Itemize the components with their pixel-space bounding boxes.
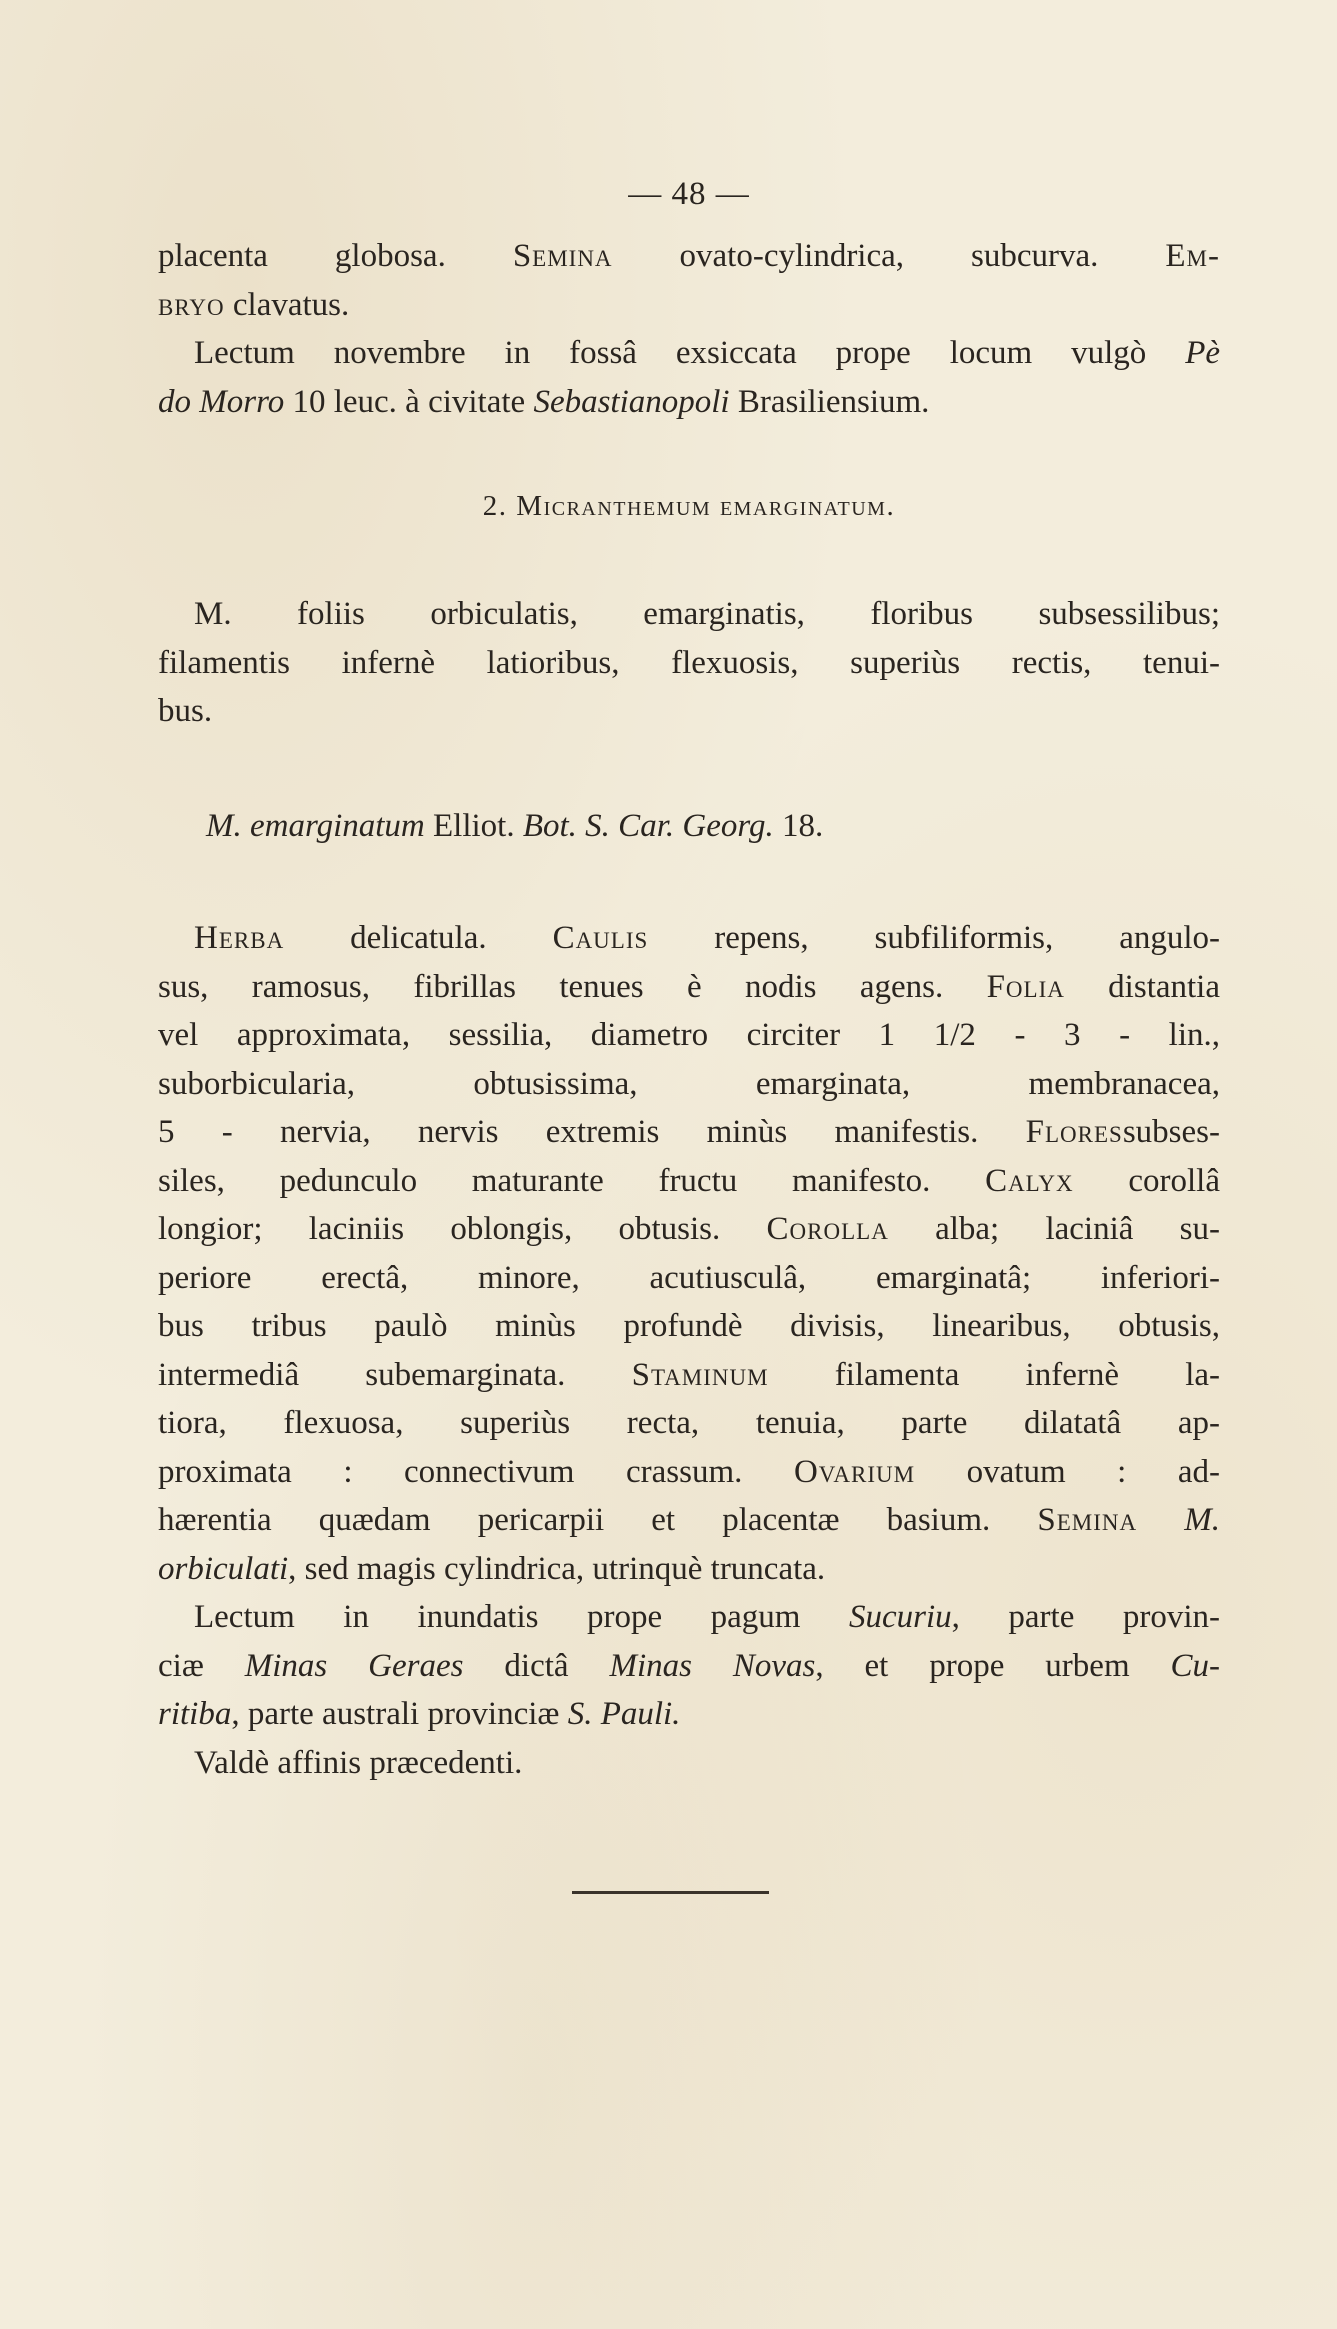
text-line (158, 1545, 1220, 1594)
text-line (158, 963, 1220, 1012)
text-line (158, 1108, 1220, 1157)
text: Lectum in inundatis prope pagum (194, 1599, 849, 1635)
text: subses- (1122, 1114, 1220, 1150)
place-name: ritiba (158, 1696, 232, 1732)
place-name: Cu- (1170, 1647, 1221, 1684)
text: Brasiliensium. (729, 383, 930, 420)
text: filamenta infernè la- (768, 1356, 1220, 1393)
text-line (158, 914, 1220, 963)
text-line: vel approximata, sessilia, diametro circiter 1 1/2 - 3 - lin., (158, 1017, 1220, 1053)
term-embryo: bryo (158, 286, 225, 323)
term-herba: Herba (194, 920, 285, 956)
text-line (158, 1496, 1220, 1545)
term-caulis: Caulis (552, 920, 649, 956)
text-line: M. foliis orbiculatis, emarginatis, floribus subsessilibus; (194, 596, 1220, 632)
text: , parte australi provinciæ (231, 1696, 568, 1732)
text: ovato-cylindrica, subcurva. (612, 238, 1166, 274)
synonym-citation (206, 808, 823, 845)
author: Elliot. (424, 808, 523, 844)
text-line (158, 1205, 1220, 1254)
species-heading: 2. Micranthemum emarginatum. (482, 490, 896, 522)
text-line (158, 378, 1220, 427)
text: 10 leuc. à civitate (284, 383, 534, 420)
text-line (158, 1448, 1220, 1497)
term-folia: Folia (986, 968, 1065, 1005)
term-semina: Semina (512, 238, 613, 274)
text: intermediâ subemarginata. (158, 1356, 632, 1393)
text-line (158, 232, 1220, 281)
text-line (158, 1351, 1220, 1400)
term-ovarium: Ovarium (793, 1453, 916, 1490)
text: corollâ (1073, 1162, 1220, 1199)
term-flores: Flores (1025, 1114, 1123, 1150)
text: 5 - nervia, nervis extremis minùs manifestis. (158, 1114, 1026, 1150)
text-line: bus tribus paulò minùs profundè divisis, linearibus, obtusis, (158, 1308, 1220, 1344)
term-embryo: Em- (1165, 238, 1220, 274)
place-name: do Morro (158, 383, 285, 420)
text-line (158, 1157, 1220, 1206)
text: distantia (1064, 968, 1220, 1005)
term-calyx: Calyx (985, 1162, 1074, 1199)
text: , sed magis cylindrica, utrinquè truncata. (288, 1550, 826, 1587)
place-name: Sucuriu (848, 1599, 952, 1635)
term-corolla: Corolla (766, 1211, 889, 1247)
text-line (158, 281, 1220, 330)
text: , et prope urbem (815, 1647, 1171, 1684)
place-name: S. Pauli. (567, 1696, 681, 1732)
text: siles, pedunculo maturante fructu manifesto. (158, 1162, 986, 1199)
species-name: M. emarginatum (206, 808, 425, 844)
diagnosis-paragraph (158, 590, 1220, 736)
text: longior; laciniis oblongis, obtusis. (158, 1211, 767, 1247)
text-line (158, 1642, 1220, 1691)
text-line (158, 329, 1220, 378)
intro-paragraph (158, 232, 1220, 426)
text-line (158, 1593, 1220, 1642)
text: dictâ (463, 1647, 610, 1684)
text-line: periore erectâ, minore, acutiusculâ, emarginatâ; inferiori- (158, 1259, 1220, 1296)
text: ciæ (158, 1647, 245, 1684)
text: ovatum : ad- (915, 1453, 1220, 1490)
text-line: filamentis infernè latioribus, flexuosis, superiùs rectis, tenui- (158, 644, 1220, 681)
term-semina: Semina (1037, 1502, 1138, 1538)
page-number: — 48 — (628, 176, 750, 212)
end-rule (572, 1891, 769, 1894)
place-name: Sebastianopoli (533, 383, 730, 420)
text-line: Valdè affinis præcedenti. (194, 1744, 523, 1781)
text: alba; laciniâ su- (888, 1211, 1220, 1247)
page-ref: 18. (773, 808, 824, 844)
description-paragraph (158, 914, 1220, 1787)
text: Lectum novembre in fossâ exsiccata prope locum vulgò (194, 335, 1186, 371)
species-ref: M. (1137, 1502, 1221, 1538)
term-staminum: Staminum (631, 1356, 769, 1393)
text-line: bus. (158, 693, 213, 729)
text-line (158, 1690, 1220, 1739)
place-name: Minas Geraes (244, 1647, 464, 1684)
place-name: Minas Novas (609, 1647, 816, 1684)
text: clavatus. (224, 286, 350, 323)
place-name: Pè (1185, 335, 1220, 371)
text: , parte provin- (951, 1599, 1220, 1635)
text: sus, ramosus, fibrillas tenues è nodis agens. (158, 968, 987, 1005)
text-line: suborbicularia, obtusissima, emarginata, membranacea, (158, 1065, 1220, 1102)
text-line: tiora, flexuosa, superiùs recta, tenuia, parte dilatatâ ap- (158, 1405, 1220, 1441)
text: repens, subfiliformis, angulo- (648, 920, 1220, 956)
text: placenta globosa. (158, 238, 513, 274)
species-ref: orbiculati (158, 1550, 289, 1587)
text: hærentia quædam pericarpii et placentæ basium. (158, 1502, 1038, 1538)
text: delicatula. (284, 920, 553, 956)
reference-title: Bot. S. Car. Georg. (522, 808, 774, 844)
text: proximata : connectivum crassum. (158, 1453, 794, 1490)
